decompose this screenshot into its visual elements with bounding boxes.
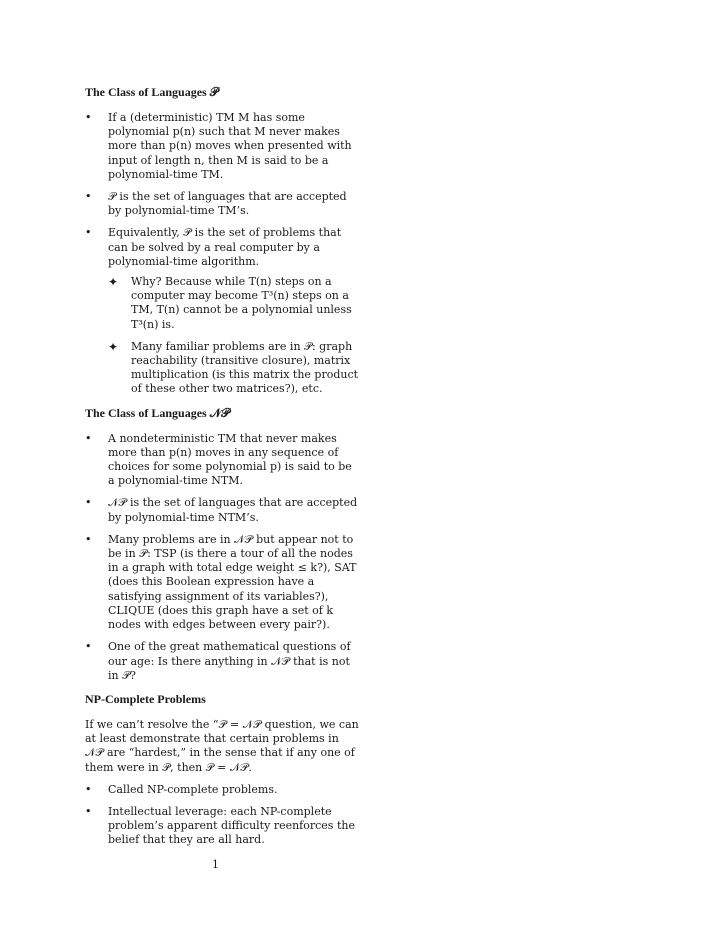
list-item: • Many problems are in 𝒩𝒫 but appear not to be in 𝒫: TSP (is there a tour of all the nodes in a graph with total edge weight ≤ k?), SAT (does this Boolean expression have a satisfying assignment of its variables?), CLIQUE (does this graph have a set of k nodes with edges between every pair?). [85,533,360,632]
bullet-list-np [85,432,360,683]
list-item: • A nondeterministic TM that never makes more than p(n) moves in any sequence of choices for some polynomial p) is said to be a polynomial-time NTM. [85,432,360,489]
list-item: • 𝒫 is the set of languages that are accepted by polynomial-time TM’s. [85,190,360,218]
section-np-complete [85,691,360,848]
list-item: • Called NP-complete problems. [85,783,360,797]
list-item-text: Equivalently, 𝒫 is the set of problems that can be solved by a real computer by a polynomial-time algorithm. [108,226,342,268]
four-point-star-icon: ✦ [108,339,119,354]
list-item [85,226,360,396]
bullet-list-p [85,111,360,397]
sub-list-item [108,275,360,332]
bullet-list-np-complete [85,783,360,848]
list-item: • Intellectual leverage: each NP-complete problem’s apparent difficulty reenforces the belief that they are all hard. [85,805,360,848]
sub-bullet-list [108,275,360,397]
document-page [85,84,360,856]
sub-list-item-text: Many familiar problems are in 𝒫: graph reachability (transitive closure), matrix multiplication (is this matrix the product of these other two matrices?), etc. [131,339,359,396]
page-number: 1 [212,858,219,871]
list-item: • 𝒩𝒫 is the set of languages that are accepted by polynomial-time NTM’s. [85,496,360,524]
sub-list-item [108,340,360,397]
sub-list-item-text: Why? Because while T(n) steps on a computer may become T³(n) steps on a TM, T(n) cannot be a polynomial unless T³(n) is. [131,275,352,331]
section-heading-np-complete: NP-Complete Problems [85,691,206,706]
intro-paragraph: If we can’t resolve the “𝒫 = 𝒩𝒫 question, we can at least demonstrate that certain problems in 𝒩𝒫 are “hardest,” in the sense that if any one of them were in 𝒫, then 𝒫 = 𝒩𝒫. [85,717,359,774]
section-class-np [85,405,360,683]
section-heading-np: The Class of Languages 𝒩𝒫 [85,405,230,420]
four-point-star-icon: ✦ [108,275,119,290]
section-heading-p: The Class of Languages 𝒫 [85,85,219,99]
section-class-p [85,84,360,397]
list-item: • If a (deterministic) TM M has some polynomial p(n) such that M never makes more than p(n) moves when presented with input of length n, then M is said to be a polynomial-time TM. [85,111,360,182]
list-item: • One of the great mathematical questions of our age: Is there anything in 𝒩𝒫 that is not in 𝒫? [85,640,360,683]
